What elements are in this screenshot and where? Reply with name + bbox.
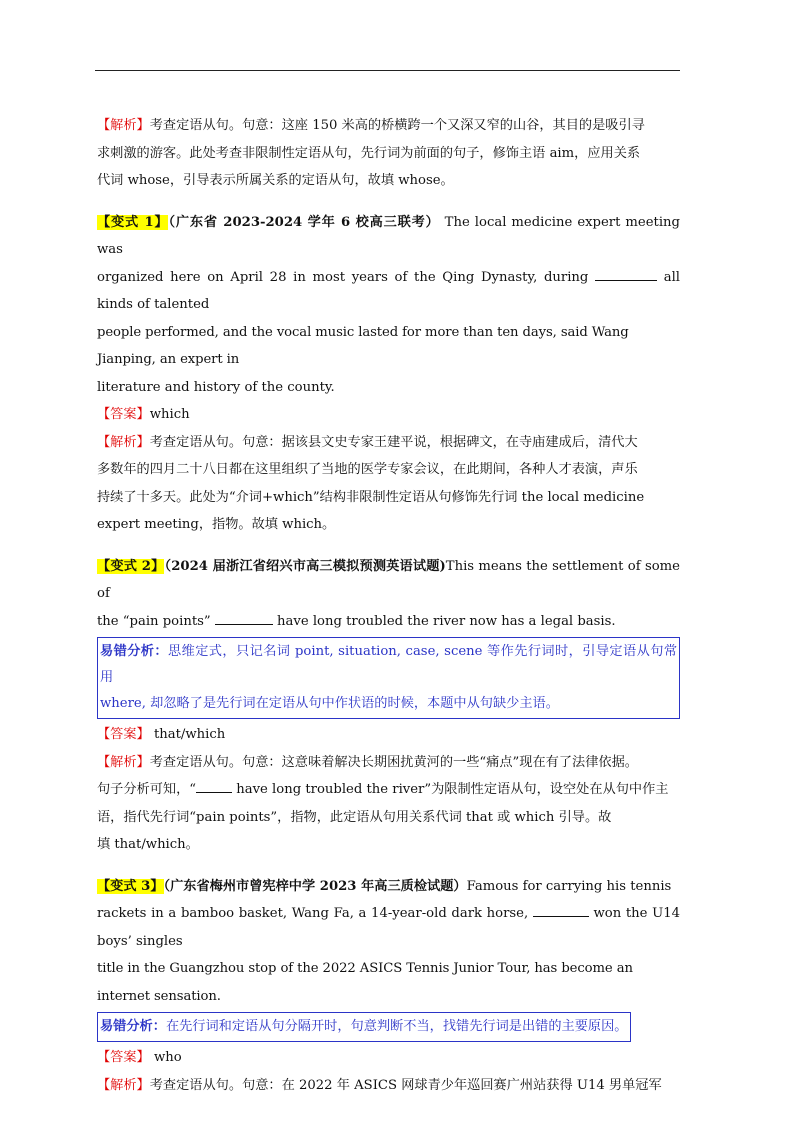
- analysis-text-line: 多数年的四月二十八日都在这里组织了当地的医学专家会议，在此期间，各种人才表演，声乐: [97, 462, 638, 477]
- analysis-text-line: 考查定语从句。句意：在 2022 年 ASICS 网球青少年巡回赛广州站获得 U14 男单冠军: [149, 1077, 662, 1093]
- answer-label: 【答案】: [97, 1050, 150, 1065]
- variant-source: （广东省 2023-2024 学年 6 校高三联考）: [168, 214, 440, 230]
- error-label: 易错分析：: [100, 1019, 166, 1034]
- question-text: The local medicine expert meeting was: [97, 214, 680, 257]
- analysis-text-line: 填 that/which。: [97, 837, 199, 852]
- error-analysis-box: [97, 637, 680, 719]
- analysis-text-line: have long troubled the river”为限制性定语从句，设空处在从句中作主: [232, 782, 669, 797]
- variant-tag: 【变式 2】: [97, 558, 165, 574]
- header-rule: [95, 70, 680, 71]
- analysis-text-line: 语，指代先行词“pain points”，指物，此定语从句用关系代词 that 或 which 引导。故: [97, 809, 612, 825]
- intro-analysis: [97, 112, 680, 195]
- analysis-text-line: 句子分析可知，“: [97, 782, 197, 797]
- analysis-text-line: 求刺激的游客。此处考查非限制性定语从句，先行词为前面的句子，修饰主语 aim，应用关系: [97, 145, 641, 161]
- variant-tag: 【变式 3】: [97, 878, 164, 894]
- question-text: have long troubled the river now has a legal basis.: [272, 613, 616, 629]
- analysis-label: 【解析】: [97, 754, 150, 770]
- analysis-text-line: 考查定语从句。句意：据该县文史专家王建平说，根据碑文，在寺庙建成后，清代大: [149, 434, 638, 450]
- analysis-label: 【解析】: [97, 434, 150, 450]
- variant-2: [97, 553, 680, 859]
- error-text-line: 思维定式，只记名词 point, situation, case, scene 等作先行词时，引导定语从句常用: [100, 644, 678, 685]
- analysis-text-line: 考查定语从句。句意：这座 150 米高的桥横跨一个又深又窄的山谷，其目的是吸引寻: [149, 118, 645, 133]
- analysis-label: 【解析】: [97, 1077, 150, 1093]
- variant-source: （2024 届浙江省绍兴市高三模拟预测英语试题): [164, 558, 446, 574]
- question-text: This means the settlement of some of: [97, 558, 680, 601]
- answer-value: which: [149, 407, 190, 422]
- answer-blank: [533, 902, 589, 917]
- question-text: title in the Guangzhou stop of the 2022 ASICS Tennis Junior Tour, has become an internet sensation.: [97, 961, 633, 1004]
- question-text: won the U14 boys’ singles: [97, 906, 680, 949]
- answer-blank: [196, 778, 232, 793]
- analysis-label: 【解析】: [97, 118, 150, 133]
- document-body: [97, 112, 680, 1099]
- variant-3: [97, 873, 680, 1100]
- question-text: the “pain points”: [97, 613, 215, 629]
- error-text-line: where, 却忽略了是先行词在定语从句中作状语的时候，本题中从句缺少主语。: [100, 696, 559, 711]
- answer-blank: [215, 610, 273, 625]
- analysis-text-line: expert meeting，指物。故填 which。: [97, 517, 336, 532]
- answer-label: 【答案】: [97, 407, 150, 422]
- error-label: 易错分析：: [100, 644, 168, 659]
- variant-1: [97, 209, 680, 539]
- variant-tag: 【变式 1】: [97, 214, 169, 230]
- analysis-text-line: 考查定语从句。句意：这意味着解决长期困扰黄河的一些“痛点”现在有了法律依据。: [149, 754, 638, 770]
- answer-label: 【答案】: [97, 727, 150, 742]
- question-text: organized here on April 28 in most years of the Qing Dynasty, during: [97, 269, 596, 285]
- question-text: literature and history of the county.: [97, 379, 335, 395]
- answer-value: that/which: [153, 727, 226, 742]
- question-text: people performed, and the vocal music lasted for more than ten days, said Wang Jianping, an expert in: [97, 324, 629, 367]
- analysis-text-line: 持续了十多天。此处为“介词+which”结构非限制性定语从句修饰先行词 the local medicine: [97, 489, 645, 505]
- question-text: all kinds of talented: [97, 269, 680, 312]
- question-text: rackets in a bamboo basket, Wang Fa, a 14-year-old dark horse,: [97, 906, 533, 921]
- error-analysis-box: [97, 1012, 631, 1042]
- error-text-line: 在先行词和定语从句分隔开时，句意判断不当，找错先行词是出错的主要原因。: [165, 1019, 628, 1034]
- variant-source: （广东省梅州市曾宪梓中学 2023 年高三质检试题）: [163, 878, 467, 894]
- answer-blank: [595, 266, 657, 281]
- analysis-text-line: 代词 whose，引导表示所属关系的定语从句，故填 whose。: [97, 173, 454, 188]
- question-text: Famous for carrying his tennis: [466, 878, 672, 894]
- answer-value: who: [153, 1050, 182, 1065]
